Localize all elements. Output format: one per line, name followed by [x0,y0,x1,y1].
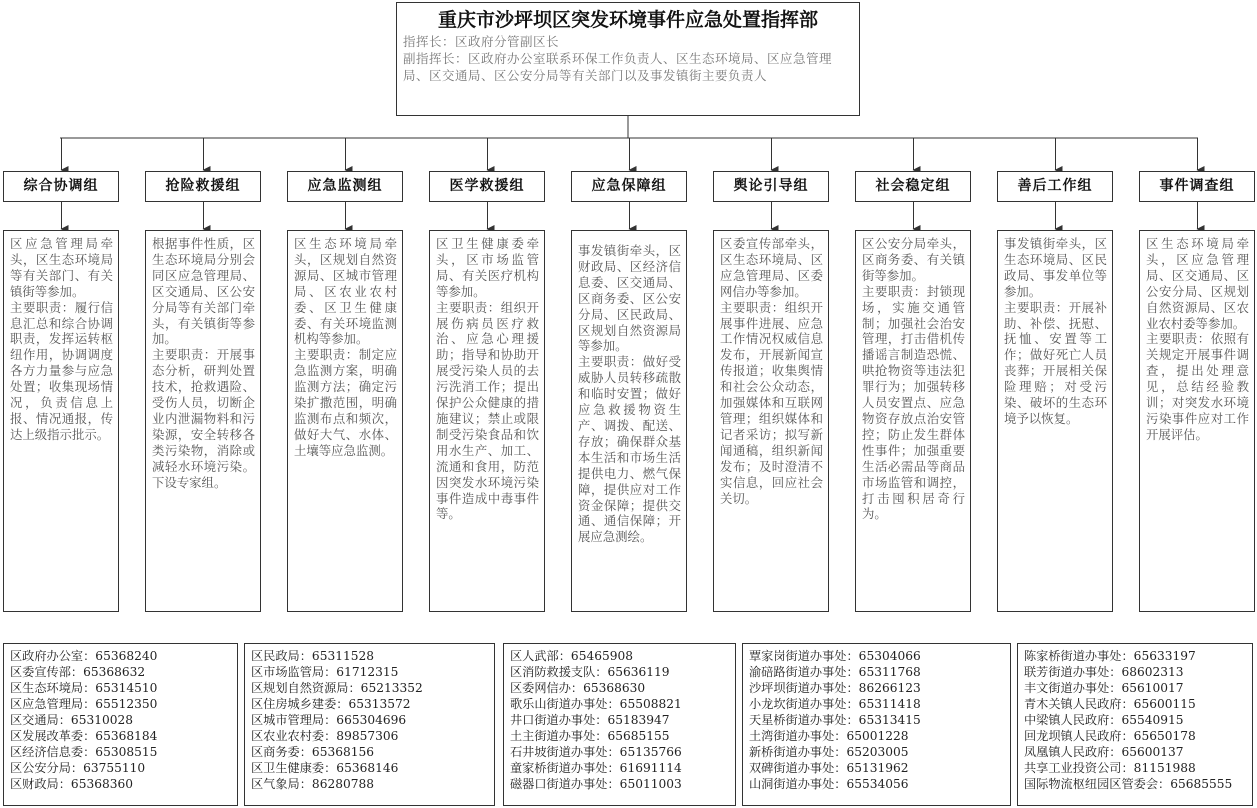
contact-entry: 区市场监管局：61712315 [251,665,399,679]
contact-entry: 区委宣传部：65368632 [10,665,146,679]
contact-entry: 区农业农村委：89857306 [251,729,399,743]
contact-entry: 区住房城乡建委：65313572 [251,697,411,711]
contact-entry: 区生态环境局：65314510 [10,681,158,695]
contact-entry: 渝碚路街道办事处：65311768 [749,665,921,679]
contact-entry: 天星桥街道办事处：65313415 [749,713,921,727]
group-duties-box [855,230,971,612]
group-duties-box [1139,230,1255,612]
contact-entry: 新桥街道办事处：65203005 [749,745,909,759]
contact-entry: 区经济信息委：65308515 [10,745,158,759]
group-duty-text: 主要职责：开展补助、补偿、抚慰、抚恤、安置等工作；做好死亡人员丧葬；开展相关保险理赔；对受污染、破坏的生态环境予以恢复。 [1004,299,1107,426]
contact-entry: 区发展改革委：65368184 [10,729,158,743]
group-lead-text: 区生态环境局牵头，区应急管理局、区交通局、区公安分局、区规划自然资源局、区农业农村委等参加。 [1146,236,1249,331]
contact-entry: 石井坡街道办事处：65135766 [510,745,682,759]
group-lead-text: 区卫生健康委牵头，区市场监管局、有关医疗机构等参加。 [436,236,539,299]
group-duty-text: 主要职责：制定应急监测方案，明确监测方法；确定污染扩撒范围，明确监测布点和频次，做好大气、水体、土壤等应急监测。 [294,347,397,458]
contact-entry: 小龙坎街道办事处：65311418 [749,697,921,711]
group-header: 综合协调组 [3,171,119,202]
contact-entry: 山洞街道办事处：65534056 [749,777,909,791]
contact-entry: 联芳街道办事处：68602313 [1024,665,1184,679]
group-duty-text: 主要职责：依照有关规定开展事件调查，提出处理意见，总结经验教训；对突发水环境污染事件应对工作开展评估。 [1146,331,1249,442]
contact-list-box [3,643,238,806]
group-duties-box [713,230,829,612]
group-lead-text: 区公安分局牵头，区商务委、有关镇街等参加。 [862,236,965,283]
contact-list-box [1017,643,1253,806]
contact-entry: 区消防救援支队：65636119 [510,665,670,679]
contact-entry: 中梁镇人民政府：65540915 [1024,713,1184,727]
group-lead-text: 区应急管理局牵头，区生态环境局等有关部门、有关镇街等参加。 [10,236,113,299]
contact-entry: 区商务委：65368156 [251,745,374,759]
contact-entry: 区气象局：86280788 [251,777,374,791]
contact-entry: 土主街道办事处：65685155 [510,729,670,743]
group-duties-box [287,230,403,612]
contact-list-box [244,643,495,806]
contact-list-box [503,643,736,806]
contact-entry: 覃家岗街道办事处：65304066 [749,649,921,663]
group-duties-box [571,230,687,612]
group-header: 抢险救援组 [145,171,261,202]
contact-entry: 区城市管理局：665304696 [251,713,407,727]
contact-list-box [742,643,1011,806]
contact-entry: 区规划自然资源局：65213352 [251,681,423,695]
contact-entry: 歌乐山街道办事处：65508821 [510,697,682,711]
contact-entry: 区卫生健康委：65368146 [251,761,399,775]
command-center-box [396,2,860,116]
contact-entry: 井口街道办事处：65183947 [510,713,670,727]
group-duty-text: 主要职责：组织开展伤病员医疗救治、应急心理援助；指导和协助开展受污染人员的去污洗消工作；提出保护公众健康的措施建议；禁止或限制受污染食品和饮用水生产、加工、流通和食用，防范因突发水环境污染事件造成中毒事件等。 [436,299,539,522]
group-lead-text: 事发镇街牵头，区生态环境局、区民政局、事发单位等参加。 [1004,236,1107,299]
deputy-commander-line: 副指挥长：区政府办公室联系环保工作负责人、区生态环境局、区应急管理局、区交通局、区公安分局等有关部门以及事发镇街主要负责人 [403,51,833,83]
group-header: 善后工作组 [997,171,1113,202]
contact-entry: 区委网信办：65368630 [510,681,646,695]
group-header: 社会稳定组 [855,171,971,202]
contact-entry: 童家桥街道办事处：61691114 [510,761,682,775]
contact-entry: 双碑街道办事处：65131962 [749,761,909,775]
group-header: 医学救援组 [429,171,545,202]
contact-entry: 凤凰镇人民政府：65600137 [1024,745,1184,759]
contact-entry: 区民政局：65311528 [251,649,374,663]
contact-entry: 沙坪坝街道办事处：86266123 [749,681,921,695]
group-header: 事件调查组 [1139,171,1255,202]
group-duties-box [429,230,545,612]
group-duties-box [3,230,119,612]
contact-entry: 区交通局：65310028 [10,713,133,727]
group-duties-box [145,230,261,612]
contact-entry: 区政府办公室：65368240 [10,649,158,663]
contact-entry: 青木关镇人民政府：65600115 [1024,697,1196,711]
group-header: 应急保障组 [571,171,687,202]
command-center-title: 重庆市沙坪坝区突发环境事件应急处置指挥部 [437,9,818,31]
contact-entry: 共享工业投资公司：81151988 [1024,761,1196,775]
contact-entry: 丰文街道办事处：65610017 [1024,681,1184,695]
contact-entry: 区人武部：65465908 [510,649,633,663]
contact-entry: 陈家桥街道办事处：65633197 [1024,649,1196,663]
group-lead-text: 事发镇街牵头，区财政局、区经济信息委、区交通局、区商务委、区公安分局、区民政局、区规划自然资源局等参加。 [578,243,681,354]
contact-entry: 回龙坝镇人民政府：65650178 [1024,729,1196,743]
contact-entry: 磁器口街道办事处：65011003 [510,777,682,791]
group-header: 舆论引导组 [713,171,829,202]
contact-entry: 区公安分局：63755110 [10,761,146,775]
contact-entry: 区财政局：65368360 [10,777,133,791]
group-duty-text: 主要职责：组织开展事件进展、应急工作情况权威信息发布，开展新闻宣传报道；收集舆情和社会公众动态，加强媒体和互联网管理；组织媒体和记者采访；拟写新闻通稿，组织新闻发布；及时澄清不实信息，回应社会关切。 [720,299,823,506]
group-duty-text: 主要职责：做好受威胁人员转移疏散和临时安置；做好应急救援物资生产、调拨、配送、存放；确保群众基本生活和市场生活提供电力、燃气保障，提供应对工作资金保障；提供交通、通信保障；开展应急测绘。 [578,354,681,545]
contact-entry: 土湾街道办事处：65001228 [749,729,909,743]
contact-entry: 区应急管理局：65512350 [10,697,158,711]
group-duties-box [997,230,1113,612]
group-lead-text: 区委宣传部牵头，区生态环境局、区应急管理局、区委网信办等参加。 [720,236,823,299]
group-lead-text: 根据事件性质，区生态环境局分别会同区应急管理局、区交通局、区公安分局等有关部门牵头，有关镇街等参加。 [152,236,255,347]
commander-line: 指挥长：区政府分管副区长 [403,34,560,49]
group-duty-text: 主要职责：封锁现场，实施交通管制；加强社会治安管理，打击借机传播谣言制造恐慌、哄抢物资等违法犯罪行为；加强转移人员安置点、应急物资存放点治安管控；防止发生群体性事件；加强重要生活必需品等商品市场监管和调控，打击囤积居奇行为。 [862,283,965,522]
group-duty-text: 主要职责：履行信息汇总和综合协调职责，发挥运转枢纽作用，协调调度各方力量参与应急处置；收集现场情况，负责信息上报、情况通报，传达上级指示批示。 [10,299,113,442]
contact-entry: 国际物流枢纽园区管委会：65685555 [1024,777,1233,791]
group-lead-text: 区生态环境局牵头，区规划自然资源局、区城市管理局、区农业农村委、区卫生健康委、有关环境监测机构等参加。 [294,236,397,347]
group-duty-text: 主要职责：开展事态分析，研判处置技术，抢救遇险、受伤人员，切断企业内泄漏物料和污染源，安全转移各类污染物，消除或减轻水环境污染。下设专家组。 [152,347,255,490]
group-header: 应急监测组 [287,171,403,202]
